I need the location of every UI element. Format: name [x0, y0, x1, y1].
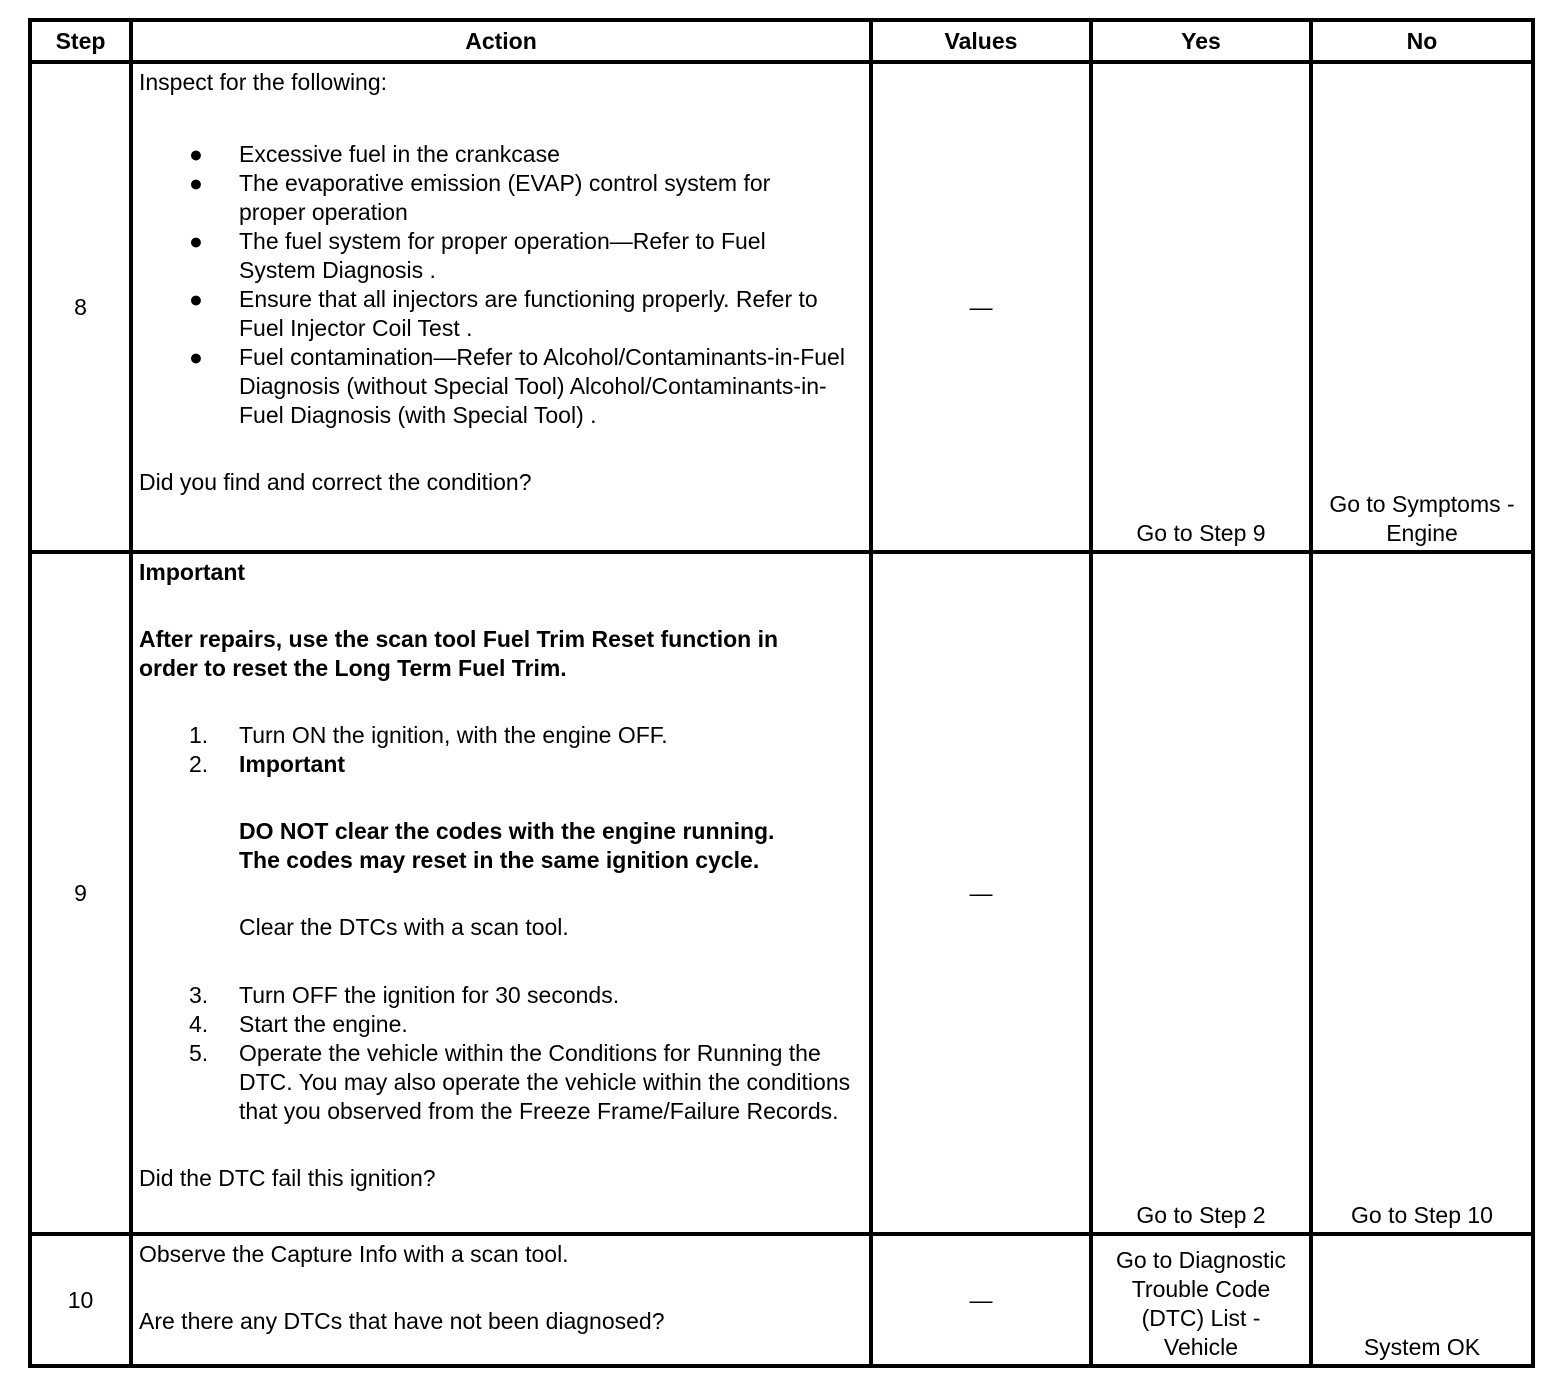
list-item: ● Excessive fuel in the crankcase [189, 141, 560, 167]
action-cell [131, 552, 871, 1234]
table-row [30, 62, 1533, 552]
list-item: ● Ensure that all injectors are functioning properly. Refer to Fuel Injector Coil Test . [189, 286, 818, 341]
important-note: After repairs, use the scan tool Fuel Trim Reset function in order to reset the Long Term Fuel Trim. [139, 626, 779, 681]
bullet-icon: ● [189, 344, 203, 370]
important-label: Important [139, 559, 246, 585]
diagnostic-table [28, 18, 1535, 1368]
action-cell [131, 62, 871, 552]
header-step: Step [30, 20, 131, 62]
value-cell: — [871, 1234, 1091, 1366]
bullet-icon: ● [189, 141, 203, 167]
list-item: 1. Turn ON the ignition, with the engine OFF. [189, 722, 668, 748]
list-item: 3. Turn OFF the ignition for 30 seconds. [189, 982, 620, 1008]
bullet-icon: ● [189, 170, 203, 196]
bullet-icon: ● [189, 286, 203, 312]
step-number: 10 [30, 1234, 131, 1366]
step-text: Clear the DTCs with a scan tool. [239, 914, 569, 940]
value-cell: — [871, 552, 1091, 1234]
action-intro: Inspect for the following: [139, 69, 388, 95]
action-question: Did the DTC fail this ignition? [139, 1165, 436, 1191]
action-intro: Observe the Capture Info with a scan tool. [139, 1241, 569, 1267]
no-cell: Go to Symptoms - Engine [1311, 62, 1533, 552]
header-yes: Yes [1091, 20, 1311, 62]
action-question: Are there any DTCs that have not been diagnosed? [139, 1308, 665, 1334]
header-no: No [1311, 20, 1533, 62]
yes-cell: Go to Step 2 [1091, 552, 1311, 1234]
list-item: ● Fuel contamination—Refer to Alcohol/Contaminants-in-Fuel Diagnosis (without Special Tool) Alcohol/Contaminants-in-Fuel Diagnosis (with Special Tool) . [189, 344, 845, 428]
value-cell: — [871, 62, 1091, 552]
step-number: 9 [30, 552, 131, 1234]
yes-cell: Go to Step 9 [1091, 62, 1311, 552]
no-cell: System OK [1311, 1234, 1533, 1366]
no-cell: Go to Step 10 [1311, 552, 1533, 1234]
header-values: Values [871, 20, 1091, 62]
header-action: Action [131, 20, 871, 62]
list-item: 4. Start the engine. [189, 1011, 408, 1037]
table-row [30, 552, 1533, 1234]
list-item: ● The evaporative emission (EVAP) control system for proper operation [189, 170, 771, 225]
bullet-icon: ● [189, 228, 203, 254]
action-question: Did you find and correct the condition? [139, 469, 532, 495]
list-item: 2. Important [189, 751, 346, 777]
yes-cell: Go to Diagnostic Trouble Code (DTC) List - Vehicle [1091, 1234, 1311, 1366]
list-item: 5. Operate the vehicle within the Conditions for Running the DTC. You may also operate the vehicle within the conditions that you observed from the Freeze Frame/Failure Records. [189, 1040, 851, 1124]
header-row [30, 20, 1533, 62]
list-item: ● The fuel system for proper operation—Refer to Fuel System Diagnosis . [189, 228, 766, 283]
step-number: 8 [30, 62, 131, 552]
table-row [30, 1234, 1533, 1366]
action-cell [131, 1234, 871, 1366]
important-note: DO NOT clear the codes with the engine running. The codes may reset in the same ignition cycle. [239, 818, 775, 873]
